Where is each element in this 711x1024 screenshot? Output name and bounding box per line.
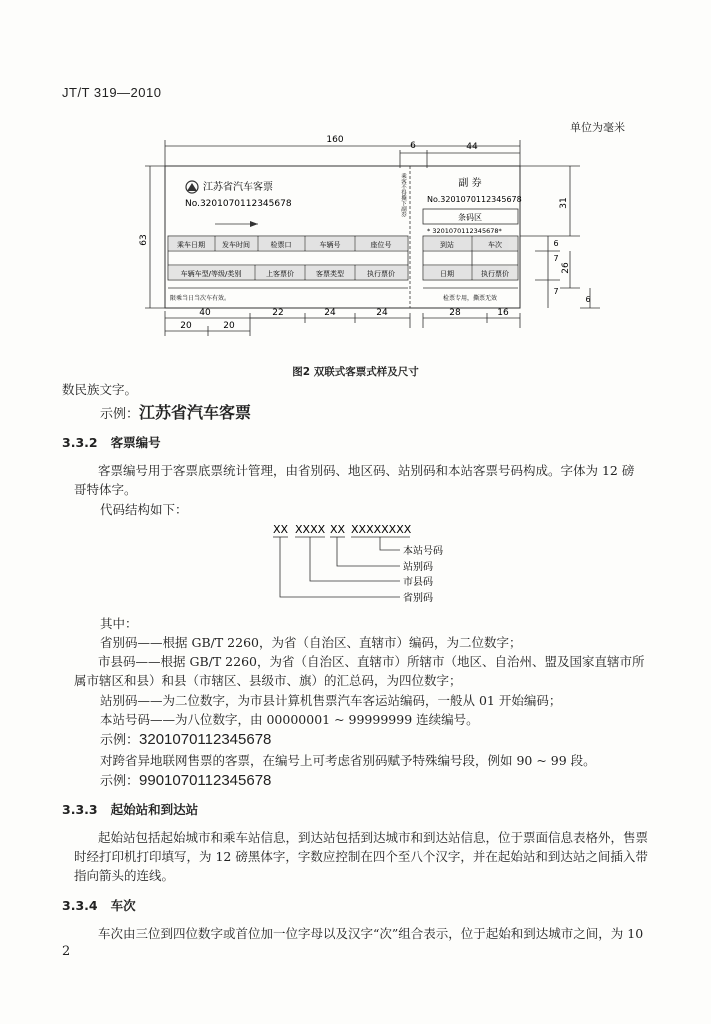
section-3-3-2-heading — [62, 433, 161, 451]
page-number: 2 — [62, 944, 71, 959]
code-seg-0: XX — [273, 523, 289, 536]
section-3-3-3-number: 3.3.3 — [62, 802, 98, 817]
cont-text: 数民族文字。 — [62, 382, 138, 397]
def-1: 省别码——根据 GB/T 2260，为省（自治区、直辖市）编码，为二位数字； — [100, 635, 522, 650]
where-text: 其中： — [100, 616, 138, 631]
dim-top-stub: 44 — [466, 142, 478, 152]
example-1-value: 江苏省汽车客票 — [139, 403, 252, 422]
section-3-3-3-title: 起始站和到达站 — [110, 802, 199, 817]
dim-b3: 22 — [272, 308, 284, 318]
dim-r0: 31 — [559, 197, 569, 209]
code-seg-1: XXXX — [295, 523, 326, 536]
code-label-3: 省别码 — [403, 593, 433, 604]
ticket-footer: 限乘当日当次车有效。 — [170, 295, 231, 302]
code-seg-2: XX — [330, 523, 346, 536]
section-3-3-4-number: 3.3.4 — [62, 898, 98, 913]
dim-b5: 24 — [376, 308, 388, 318]
ticket-r1-c0: 乘车日期 — [177, 241, 205, 249]
ticket-vertical-note: 乘客不得撕下副券 — [400, 173, 406, 217]
ticket-r1-c3: 车辆号 — [319, 241, 341, 249]
ticket-r2-c0: 车辆车型/等级/类别 — [180, 270, 242, 278]
dim-r1: 6 — [553, 239, 559, 248]
figure-caption: 图2 双联式客票式样及尺寸 — [292, 366, 419, 378]
stub-r2-c0: 日期 — [440, 270, 454, 278]
ticket-r1-c1: 发车时间 — [222, 241, 250, 249]
stub-title: 副 券 — [458, 178, 482, 189]
s332-p2: 代码结构如下： — [100, 502, 188, 517]
section-3-3-3-heading — [62, 800, 198, 818]
s332-p1: 客票编号用于客票底票统计管理，由省别码、地区码、站别码和本站客票号码构成。字体为 12 磅哥特体字。 — [74, 463, 635, 497]
dim-63: 63 — [139, 234, 149, 246]
ticket-r1-c4: 座位号 — [370, 241, 392, 249]
section-3-3-2-title: 客票编号 — [110, 435, 161, 450]
def-4: 本站号码——为八位数字，由 00000001 ~ 99999999 连续编号。 — [100, 712, 479, 727]
stub-barcode-label: 条码区 — [458, 213, 482, 222]
dim-r5: 6 — [585, 295, 591, 304]
ticket-r2-c1: 上客票价 — [266, 270, 294, 278]
doc-code: JT/T 319—2010 — [62, 85, 162, 100]
example-3-value: 9901070112345678 — [139, 772, 272, 789]
ticket-r2-c2: 客票类型 — [316, 270, 344, 278]
code-structure-diagram — [270, 520, 470, 610]
dim-b6: 28 — [449, 308, 461, 318]
dim-b2: 20 — [223, 321, 235, 331]
section-3-3-4-heading — [62, 896, 136, 914]
dim-b7: 16 — [497, 308, 509, 318]
def-2: 市县码——根据 GB/T 2260，为省（自治区、直辖市）所辖市（地区、自治州、盟及国家直辖市所属市辖区和县）和县（市辖区、县级市、旗）的汇总码，为四位数字； — [74, 654, 645, 688]
code-seg-3: XXXXXXXX — [351, 523, 412, 536]
example-2-value: 3201070112345678 — [139, 731, 272, 748]
ticket-number: No.3201070112345678 — [185, 199, 292, 209]
stub-r1-c0: 到站 — [440, 241, 454, 249]
ticket-company: 江苏省汽车客票 — [203, 182, 273, 193]
dim-top-gap: 6 — [410, 141, 416, 151]
example-1 — [100, 400, 251, 423]
example-1-prefix: 示例： — [100, 407, 140, 422]
s333-p: 起始站包括起始城市和乘车站信息，到达站包括到达城市和到达站信息，位于票面信息表格外，售票时经打印机打印填写，为 12 磅黑体字，字数应控制在四个至八个汉字，并在起始站和到达站之间插入带指向箭头的连线。 — [74, 830, 649, 883]
ticket-figure — [0, 128, 711, 350]
example-2 — [100, 729, 271, 748]
dim-b4: 24 — [324, 308, 336, 318]
code-label-2: 市县码 — [403, 577, 433, 588]
stub-r2-c1: 执行票价 — [481, 270, 509, 278]
dim-b1: 20 — [180, 321, 192, 331]
ticket-r2-c3: 执行票价 — [367, 270, 395, 278]
dim-b0: 40 — [199, 308, 211, 318]
cross-text: 对跨省异地联网售票的客票，在编号上可考虑省别码赋予特殊编号段，例如 90 ~ 99 段。 — [100, 753, 596, 768]
stub-barcode-text: * 3201070112345678* — [427, 227, 502, 235]
dim-r4: 7 — [553, 287, 559, 296]
section-3-3-4-title: 车次 — [110, 898, 136, 913]
unit-note: 单位为毫米 — [570, 121, 625, 134]
ticket-r1-c2: 检票口 — [270, 241, 292, 249]
dim-160: 160 — [326, 135, 344, 145]
code-label-1: 站别码 — [403, 562, 433, 573]
stub-number: No.3201070112345678 — [427, 195, 522, 204]
dim-r3: 26 — [561, 262, 571, 274]
stub-r1-c1: 车次 — [488, 241, 502, 249]
dim-r2: 7 — [553, 254, 559, 263]
example-3 — [100, 770, 271, 789]
example-3-prefix: 示例： — [100, 774, 140, 789]
def-3: 站别码——为二位数字，为市县计算机售票汽车客运站编码，一般从 01 开始编码； — [100, 693, 562, 708]
section-3-3-2-number: 3.3.2 — [62, 435, 98, 450]
code-label-0: 本站号码 — [403, 546, 443, 557]
s334-p: 车次由三位到四位数字或首位加一位字母以及汉字“次”组合表示，位于起始和到达城市之间，为 10 — [98, 926, 644, 941]
stub-footer: 检票专用，撕票无效 — [442, 295, 498, 302]
example-2-prefix: 示例： — [100, 733, 140, 748]
